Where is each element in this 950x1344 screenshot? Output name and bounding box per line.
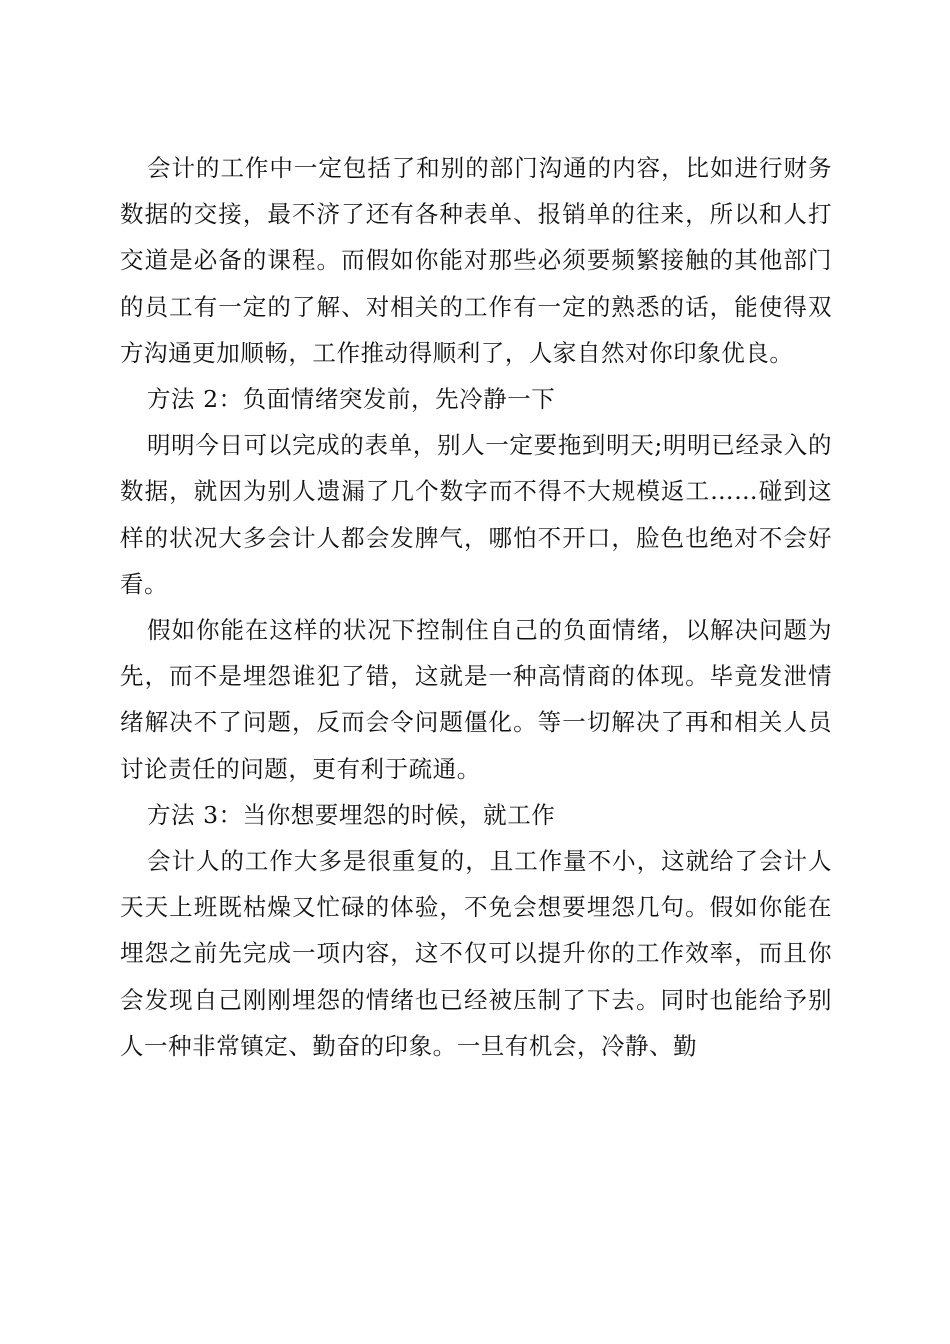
- paragraph-work-instead: 会计人的工作大多是很重复的，且工作量不小，这就给了会计人天天上班既枯燥又忙碌的体验，不免会想要埋怨几句。假如你能在埋怨之前先完成一项内容，这不仅可以提升你的工作效率，而且你会发现自己刚刚埋怨的情绪也已经被压制了下去。同时也能给予别人一种非常镇定、勤奋的印象。一旦有机会，冷静、勤: [120, 847, 832, 1060]
- paragraph-control-emotion: 假如你能在这样的状况下控制住自己的负面情绪，以解决问题为先，而不是埋怨谁犯了错，这就是一种高情商的体现。毕竟发泄情绪解决不了问题，反而会令问题僵化。等一切解决了再和相关人员讨论责任的问题，更有利于疏通。: [120, 616, 832, 783]
- heading-method-2: 方法 2：负面情绪突发前，先冷静一下: [147, 385, 556, 414]
- heading-method-3: 方法 3：当你想要埋怨的时候，就工作: [147, 800, 556, 829]
- paragraph-rework-example: 明明今日可以完成的表单，别人一定要拖到明天;明明已经录入的数据，就因为别人遗漏了几个数字而不得不大规模返工……碰到这样的状况大多会计人都会发脾气，哪怕不开口，脸色也绝对不会好看。: [120, 431, 832, 598]
- document-body: [120, 145, 832, 1069]
- paragraph-communication: 会计的工作中一定包括了和别的部门沟通的内容，比如进行财务数据的交接，最不济了还有各种表单、报销单的往来，所以和人打交道是必备的课程。而假如你能对那些必须要频繁接触的其他部门的员工有一定的了解、对相关的工作有一定的熟悉的话，能使得双方沟通更加顺畅，工作推动得顺利了，人家自然对你印象优良。: [120, 154, 832, 367]
